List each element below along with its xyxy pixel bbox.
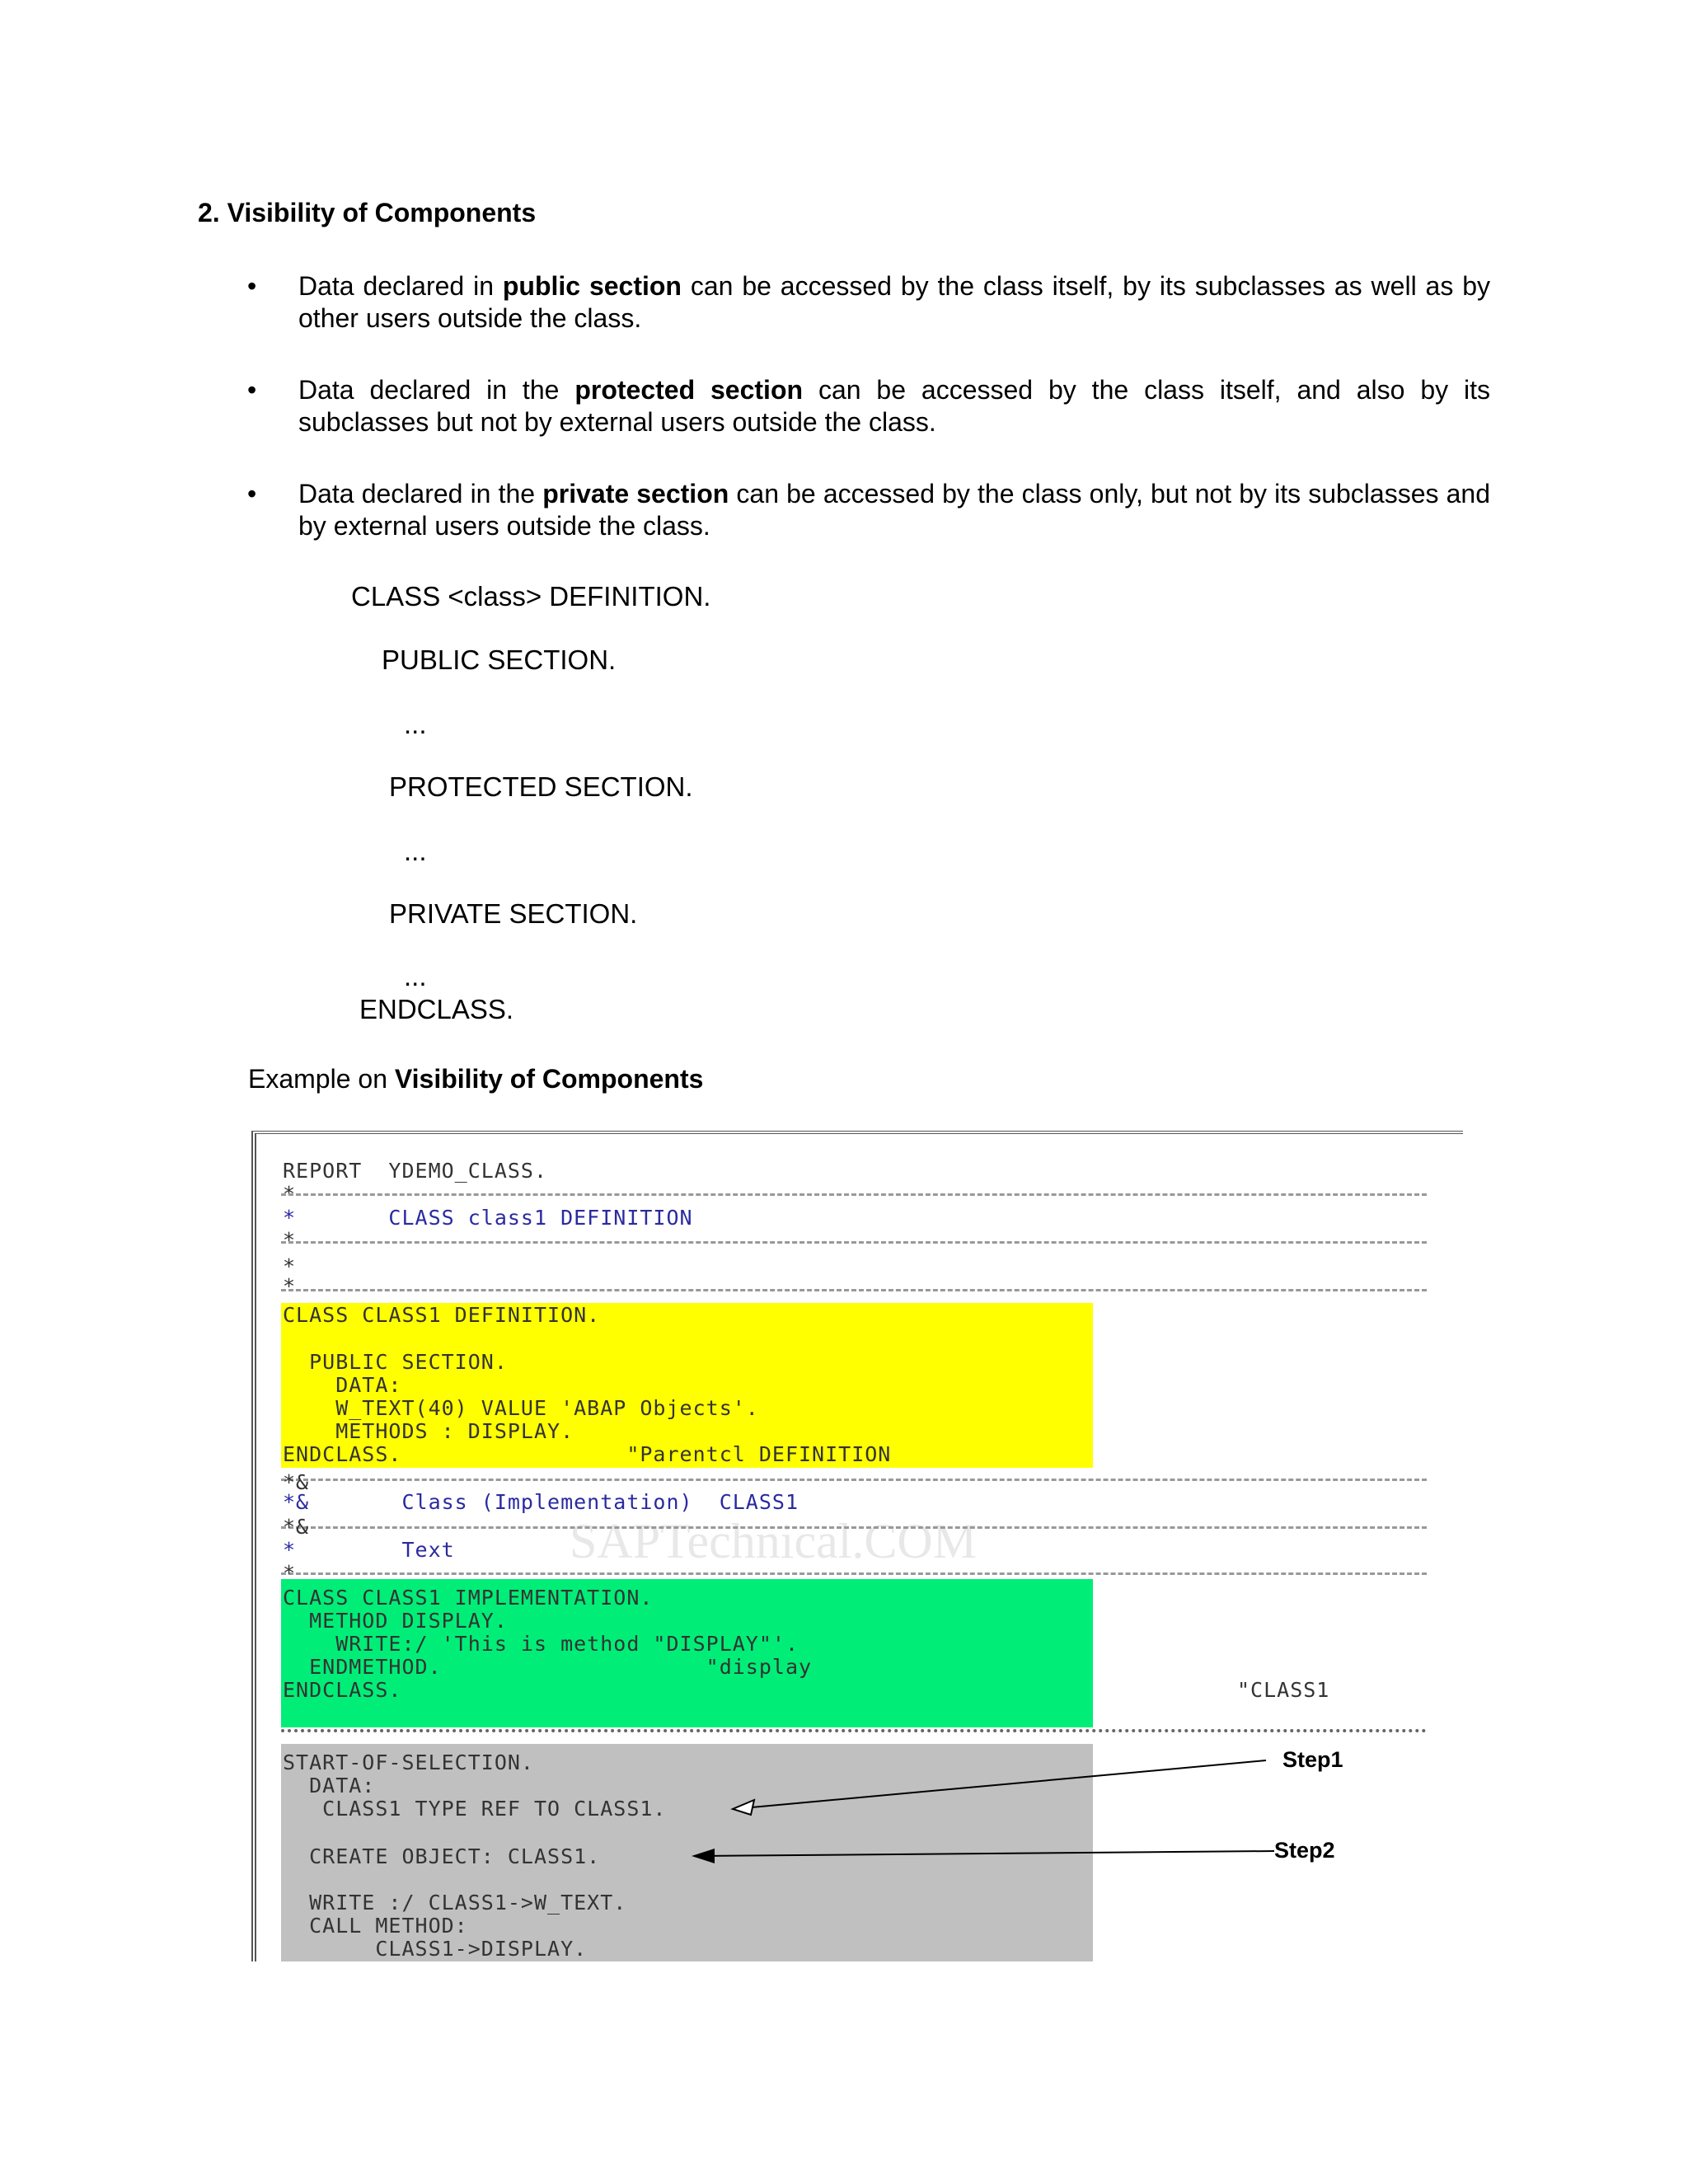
comment-marker: *&	[283, 1515, 310, 1539]
code-line-endclass: ENDCLASS.	[359, 994, 514, 1024]
code-def-line: PUBLIC SECTION.	[283, 1350, 508, 1374]
code-sos-line: CLASS1->DISPLAY.	[283, 1937, 588, 1961]
comment-star: *	[283, 1254, 297, 1278]
comment-class-definition: * CLASS class1 DEFINITION	[283, 1206, 693, 1230]
bullet-text: Data declared in public section can be accessed by the class itself, by its subclasses as well as by other users outside the class.	[298, 271, 1491, 333]
bullet-dot: •	[247, 271, 257, 301]
comment-star: *	[283, 1274, 297, 1298]
code-sos-line: START-OF-SELECTION.	[283, 1750, 534, 1774]
code-sos-line: WRITE :/ CLASS1->W_TEXT.	[283, 1891, 627, 1915]
step2-arrowhead	[692, 1849, 715, 1863]
code-line-ellipsis: ...	[404, 961, 427, 991]
bullet-text: Data declared in the private section can be accessed by the class only, but not by its subclasses and by external users outside the class.	[298, 479, 1491, 541]
code-impl-line: WRITE:/ 'This is method "DISPLAY"'.	[283, 1632, 799, 1656]
bullet-text: Data declared in the protected section can be accessed by the class itself, and also by its subclasses but not by external users outside the class.	[298, 375, 1491, 437]
code-def-line: DATA:	[283, 1373, 402, 1397]
step1-arrowhead	[733, 1800, 754, 1815]
code-impl-line: ENDMETHOD. "display	[283, 1655, 813, 1679]
report-line: REPORT YDEMO_CLASS.	[283, 1159, 548, 1183]
bullet-dot: •	[247, 375, 257, 405]
comment-star: *	[283, 1228, 297, 1252]
comment-class-impl: *& Class (Implementation) CLASS1	[283, 1490, 799, 1514]
code-line-private: PRIVATE SECTION.	[389, 898, 638, 929]
step2-label: Step2	[1274, 1838, 1335, 1863]
code-line-class-def: CLASS <class> DEFINITION.	[351, 581, 711, 612]
code-def-line: W_TEXT(40) VALUE 'ABAP Objects'.	[283, 1396, 759, 1420]
code-sos-line: CLASS1 TYPE REF TO CLASS1.	[283, 1797, 667, 1821]
example-caption: Example on Visibility of Components	[248, 1064, 704, 1094]
comment-marker: *	[283, 1561, 297, 1585]
code-def-line: ENDCLASS. "Parentcl DEFINITION	[283, 1442, 892, 1466]
abap-screenshot	[251, 1131, 1463, 1961]
step2-arrow-line	[701, 1851, 1274, 1856]
code-sos-line: CALL METHOD:	[283, 1914, 468, 1938]
code-def-line: METHODS : DISPLAY.	[283, 1419, 574, 1443]
code-impl-line: ENDCLASS.	[283, 1678, 402, 1702]
section-heading: 2. Visibility of Components	[198, 198, 537, 227]
code-line-protected: PROTECTED SECTION.	[389, 771, 693, 802]
code-impl-line: METHOD DISPLAY.	[283, 1609, 508, 1633]
bullet-dot: •	[247, 479, 257, 509]
code-sos-line: CREATE OBJECT: CLASS1.	[283, 1844, 601, 1868]
code-def-line: CLASS CLASS1 DEFINITION.	[283, 1303, 601, 1327]
code-line-ellipsis: ...	[404, 836, 427, 866]
comment-marker: *&	[283, 1470, 310, 1494]
code-impl-line: CLASS CLASS1 IMPLEMENTATION.	[283, 1586, 654, 1610]
code-line-ellipsis: ...	[404, 709, 427, 739]
comment-star: *	[283, 1182, 297, 1206]
comment-text: * Text	[283, 1538, 455, 1562]
watermark: SAPTechnical.COM	[570, 1514, 978, 1568]
code-line-public: PUBLIC SECTION.	[382, 644, 617, 675]
code-impl-comment: "CLASS1	[1237, 1678, 1330, 1702]
step1-label: Step1	[1282, 1747, 1343, 1772]
code-sos-line: DATA:	[283, 1774, 376, 1797]
step1-arrow-line	[743, 1760, 1266, 1808]
